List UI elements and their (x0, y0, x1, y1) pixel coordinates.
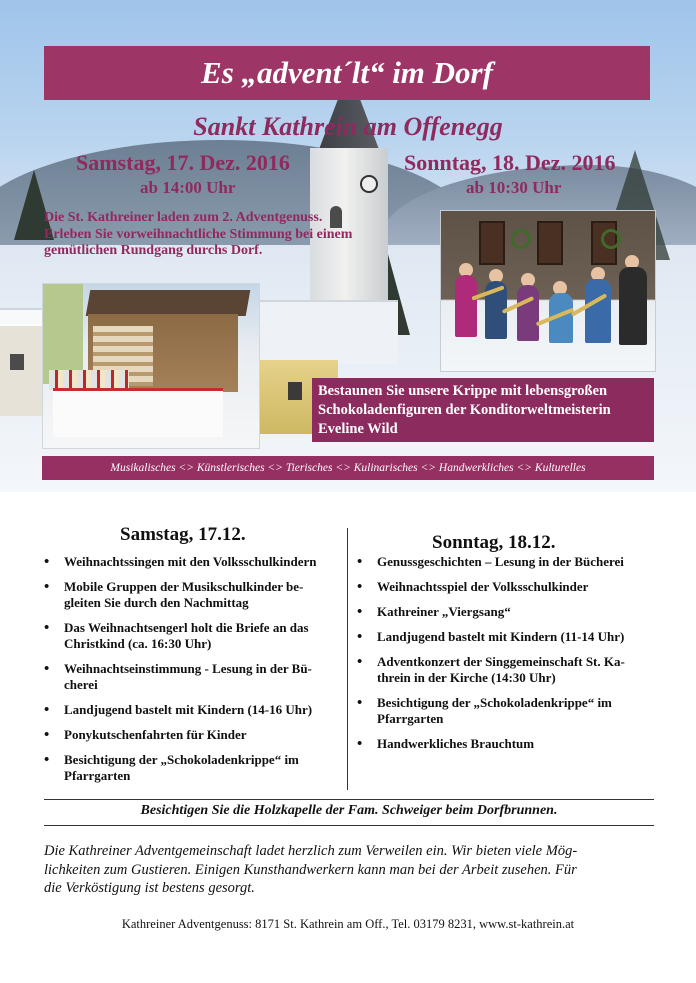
divider-bottom (44, 825, 654, 826)
sunday-event-list (357, 554, 657, 761)
saturday-heading: Samstag, 17.12. (120, 524, 246, 545)
stand-roof (86, 290, 251, 316)
green-house (43, 284, 83, 384)
window-icon (10, 354, 24, 370)
closing-line: Die Kathreiner Adventgemeinschaft ladet herzlich zum Verweilen ein. Wir bieten viele Mög- (44, 843, 578, 859)
closing-line: die Verköstigung ist bestens gesorgt. (44, 880, 255, 896)
event-item (357, 554, 657, 570)
intro-line: Erleben Sie vorweihnachtliche Stimmung bei einem (44, 226, 353, 242)
closing-line: lichkeiten zum Gustieren. Einigen Kunsthandwerkern kann man bei der Arbeit zusehen. Für (44, 861, 577, 878)
event-item-line: • Weihnachtsspiel der Volksschulkinder (377, 579, 589, 594)
event-item-line: • Das Weihnachtsengerl holt die Briefe an das (64, 620, 309, 635)
intro-line: gemütlichen Rundgang durchs Dorf. (44, 243, 263, 258)
sunday-time: ab 10:30 Uhr (466, 178, 562, 197)
chapel-note: Besichtigen Sie die Holzkapelle der Fam. Schweiger beim Dorfbrunnen. (140, 803, 558, 818)
event-item-line: • Landjugend bastelt mit Kindern (11-14 Uhr) (377, 629, 625, 644)
goods-display (49, 370, 129, 390)
event-item (357, 695, 657, 727)
window-shutter (537, 221, 563, 265)
event-item (357, 654, 657, 686)
krippe-line: Schokoladenfiguren der Konditorweltmeisterin (318, 402, 611, 418)
event-item-line: • Mobile Gruppen der Musikschulkinder be- (64, 579, 304, 594)
closing-paragraph (44, 842, 656, 898)
brass-band-photo (440, 210, 656, 372)
event-item (44, 554, 344, 570)
saturday-event-list (44, 554, 344, 793)
event-item-line: • Weihnachtssingen mit den Volksschulkindern (64, 554, 317, 569)
wreath-icon (511, 229, 531, 249)
event-item-line: • Besichtigung der „Schokoladenkrippe“ im (64, 752, 299, 767)
event-item-line: threin in der Kirche (14:30 Uhr) (377, 670, 556, 685)
saturday-date: Samstag, 17. Dez. 2016 (76, 150, 290, 175)
market-stand-photo (42, 283, 260, 449)
event-item (44, 702, 344, 718)
krippe-text (318, 382, 654, 439)
krippe-line: Eveline Wild (318, 421, 398, 437)
event-item (357, 579, 657, 595)
event-item (357, 736, 657, 752)
event-item (44, 727, 344, 743)
event-item (44, 579, 344, 611)
window-icon (288, 382, 302, 400)
event-item (44, 752, 344, 784)
intro-text (44, 210, 424, 260)
musician (517, 285, 539, 341)
church-roof (258, 300, 398, 364)
wreath-icon (601, 229, 621, 249)
musician (619, 267, 647, 345)
event-item-line: Pfarrgarten (64, 768, 131, 783)
event-item-line: gleiten Sie durch den Nachmittag (64, 595, 249, 610)
event-item (357, 629, 657, 645)
event-item-line: Christkind (ca. 16:30 Uhr) (64, 636, 212, 651)
musician (585, 279, 611, 343)
event-item (357, 604, 657, 620)
event-item-line: Pfarrgarten (377, 711, 444, 726)
event-item-line: • Handwerkliches Brauchtum (377, 736, 535, 751)
footer-contact: Kathreiner Adventgenuss: 8171 St. Kathrein am Off., Tel. 03179 8231, www.st-kathrein.at (121, 917, 575, 931)
sunday-heading: Sonntag, 18.12. (432, 532, 556, 553)
event-item-line: • Genussgeschichten – Lesung in der Bücherei (377, 554, 624, 569)
event-item-line: cherei (64, 677, 98, 692)
house-left (0, 320, 44, 416)
page-title: Es „advent´lt“ im Dorf (201, 55, 493, 90)
window-shutter (479, 221, 505, 265)
divider-top (44, 799, 654, 800)
place-name: Sankt Kathrein am Offenegg (193, 112, 503, 141)
intro-line: Die St. Kathreiner laden zum 2. Adventgenuss. (44, 210, 323, 225)
saturday-time: ab 14:00 Uhr (140, 178, 236, 197)
event-item-line: • Besichtigung der „Schokoladenkrippe“ im (377, 695, 612, 710)
event-item-line: • Kathreiner „Viergsang“ (377, 604, 511, 619)
event-item (44, 620, 344, 652)
column-divider (347, 528, 348, 790)
event-item-line: • Weihnachtseinstimmung - Lesung in der Bü- (64, 661, 312, 676)
musician (455, 275, 477, 337)
event-item-line: • Landjugend bastelt mit Kindern (14-16 Uhr) (64, 702, 313, 717)
tagline: Musikalisches <> Künstlerisches <> Tierisches <> Kulinarisches <> Handwerkliches <> Kulturelles (110, 462, 586, 474)
sunday-date: Sonntag, 18. Dez. 2016 (404, 150, 616, 175)
clock-icon (360, 175, 378, 193)
event-item-line: • Adventkonzert der Singgemeinschaft St. Ka- (377, 654, 625, 669)
event-item-line: • Ponykutschenfahrten für Kinder (64, 727, 247, 742)
table-cloth (53, 388, 223, 437)
event-item (44, 661, 344, 693)
krippe-line: Bestaunen Sie unsere Krippe mit lebensgroßen (318, 383, 608, 399)
